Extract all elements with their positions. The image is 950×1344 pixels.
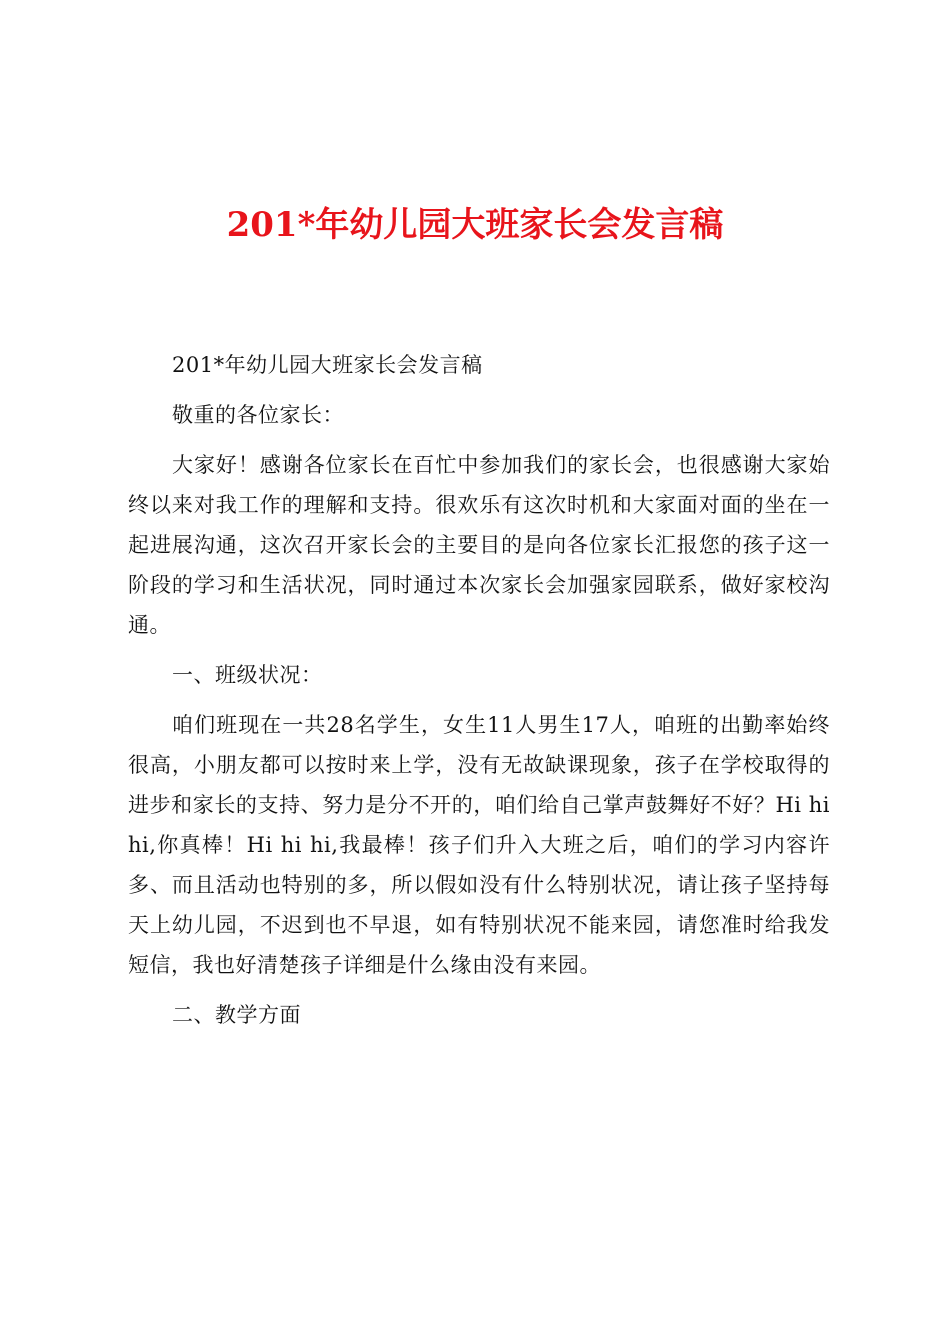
document-title: 201*年幼儿园大班家长会发言稿 <box>226 205 724 245</box>
paragraph-class-status: 咱们班现在一共28名学生，女生11人男生17人，咱班的出勤率始终很高，小朋友都可以按时来上学，没有无故缺课现象，孩子在学校取得的进步和家长的支持、努力是分不开的，咱们给自己掌声鼓舞好不好？Hi hi hi,你真棒！Hi hi hi,我最棒！孩子们升入大班之后，咱们的学习内容许多、而且活动也特别的多，所以假如没有什么特别状况，请让孩子坚持每天上幼儿园，不迟到也不早退，如有特别状况不能来园，请您准时给我发短信，我也好清楚孩子详细是什么缘由没有来园。 <box>128 713 830 977</box>
paragraph-greeting: 大家好！感谢各位家长在百忙中参加我们的家长会，也很感谢大家始终以来对我工作的理解和支持。很欢乐有这次时机和大家面对面的坐在一起进展沟通，这次召开家长会的主要目的是向各位家长汇报您的孩子这一阶段的学习和生活状况，同时通过本次家长会加强家园联系，做好家校沟通。 <box>128 453 830 637</box>
paragraph-salutation: 敬重的各位家长： <box>172 403 344 427</box>
section-heading-teaching: 二、教学方面 <box>172 1003 301 1027</box>
document-body <box>128 345 830 1045</box>
paragraph-subtitle: 201*年幼儿园大班家长会发言稿 <box>172 353 483 377</box>
section-heading-class-status: 一、班级状况： <box>172 663 323 687</box>
